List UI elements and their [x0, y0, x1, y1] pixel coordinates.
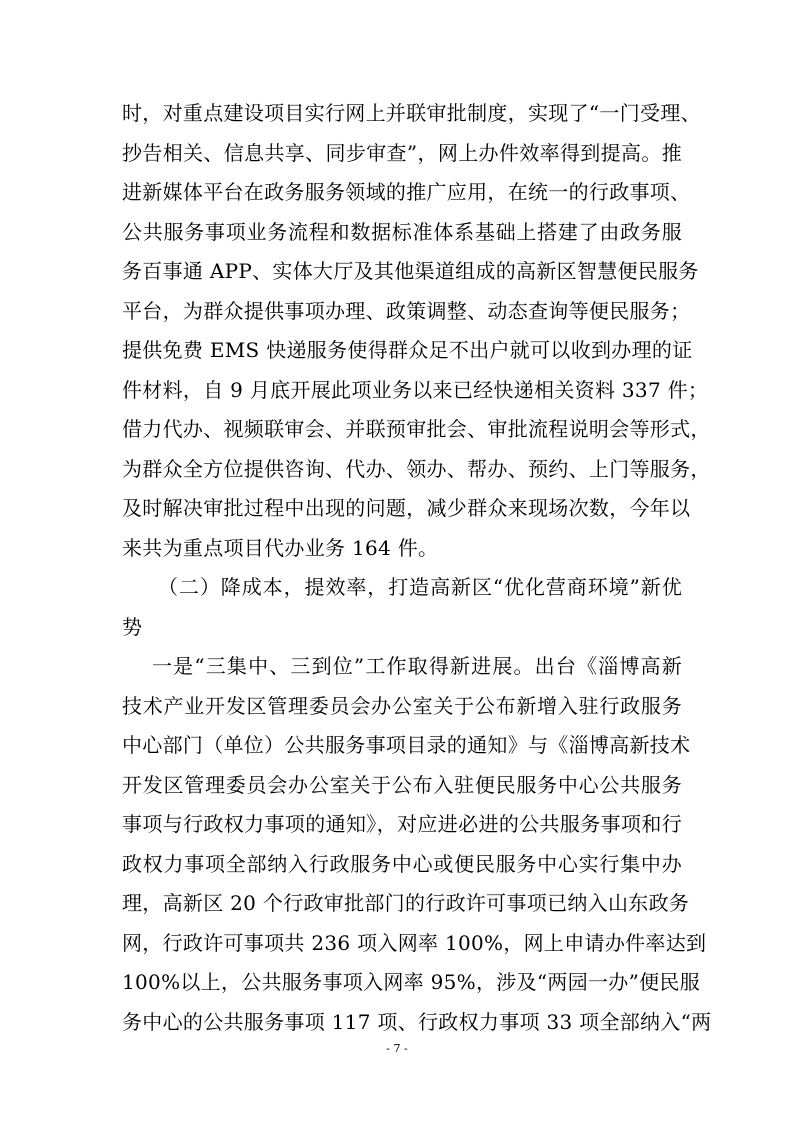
text-line: 进新媒体平台在政务服务领域的推广应用，在统一的行政事项、 [122, 180, 691, 204]
text-line: 务中心的公共服务事项 117 项、行政权力事项 33 项全部纳入“两 [122, 1009, 712, 1034]
text-line: 为群众全方位提供咨询、代办、领办、帮办、预约、上门等服务， [122, 456, 711, 481]
text-line: 事项与行政权力事项的通知》，对应进必进的公共服务事项和行 [122, 812, 682, 836]
text-line: 时，对重点建设项目实行网上并联审批制度，实现了“一门受理、 [122, 101, 701, 125]
text-line: 网，行政许可事项共 236 项入网率 100%，网上申请办件率达到 [122, 930, 707, 955]
text-line: 100%以上，公共服务事项入网率 95%，涉及“两园一办”便民服 [122, 970, 701, 994]
section-heading [122, 568, 682, 647]
text-line: 中心部门（单位）公共服务事项目录的通知》与《淄博高新技术 [122, 733, 691, 757]
text-line: 技术产业开发区管理委员会办公室关于公布新增入驻行政服务 [122, 693, 682, 718]
text-line: 借力代办、视频联审会、并联预审批会、审批流程说明会等形式， [122, 417, 711, 441]
heading-line: （二）降成本，提效率，打造高新区“优化营商环境”新优 [158, 575, 682, 599]
paragraph-3 [122, 647, 712, 1042]
page-number: - 7 - [386, 1042, 408, 1055]
text-line: 公共服务事项业务流程和数据标准体系基础上搭建了由政务服 [122, 219, 682, 244]
text-line: 抄告相关、信息共享、同步审查”，网上办件效率得到提高。推 [122, 140, 682, 165]
text-line: 平台，为群众提供事项办理、政策调整、动态查询等便民服务； [122, 298, 691, 323]
text-line: 来共为重点项目代办业务 164 件。 [122, 535, 439, 560]
heading-line: 势 [122, 614, 143, 639]
text-line: 政权力事项全部纳入行政服务中心或便民服务中心实行集中办 [122, 851, 682, 876]
body-text [122, 94, 712, 1042]
text-line: 开发区管理委员会办公室关于公布入驻便民服务中心公共服务 [122, 772, 682, 797]
text-line: 件材料，自 9 月底开展此项业务以来已经快递相关资料 337 件； [122, 377, 709, 402]
text-line: 提供免费 EMS 快递服务使得群众足不出户就可以收到办理的证 [122, 338, 693, 362]
text-line: 一是“三集中、三到位”工作取得新进展。出台《淄博高新 [152, 654, 682, 678]
paragraph-1 [122, 94, 711, 568]
text-line: 务百事通 APP、实体大厅及其他渠道组成的高新区智慧便民服务 [122, 259, 699, 283]
text-line: 理，高新区 20 个行政审批部门的行政许可事项已纳入山东政务 [122, 891, 690, 915]
text-line: 及时解决审批过程中出现的问题，减少群众来现场次数，今年以 [122, 496, 691, 520]
